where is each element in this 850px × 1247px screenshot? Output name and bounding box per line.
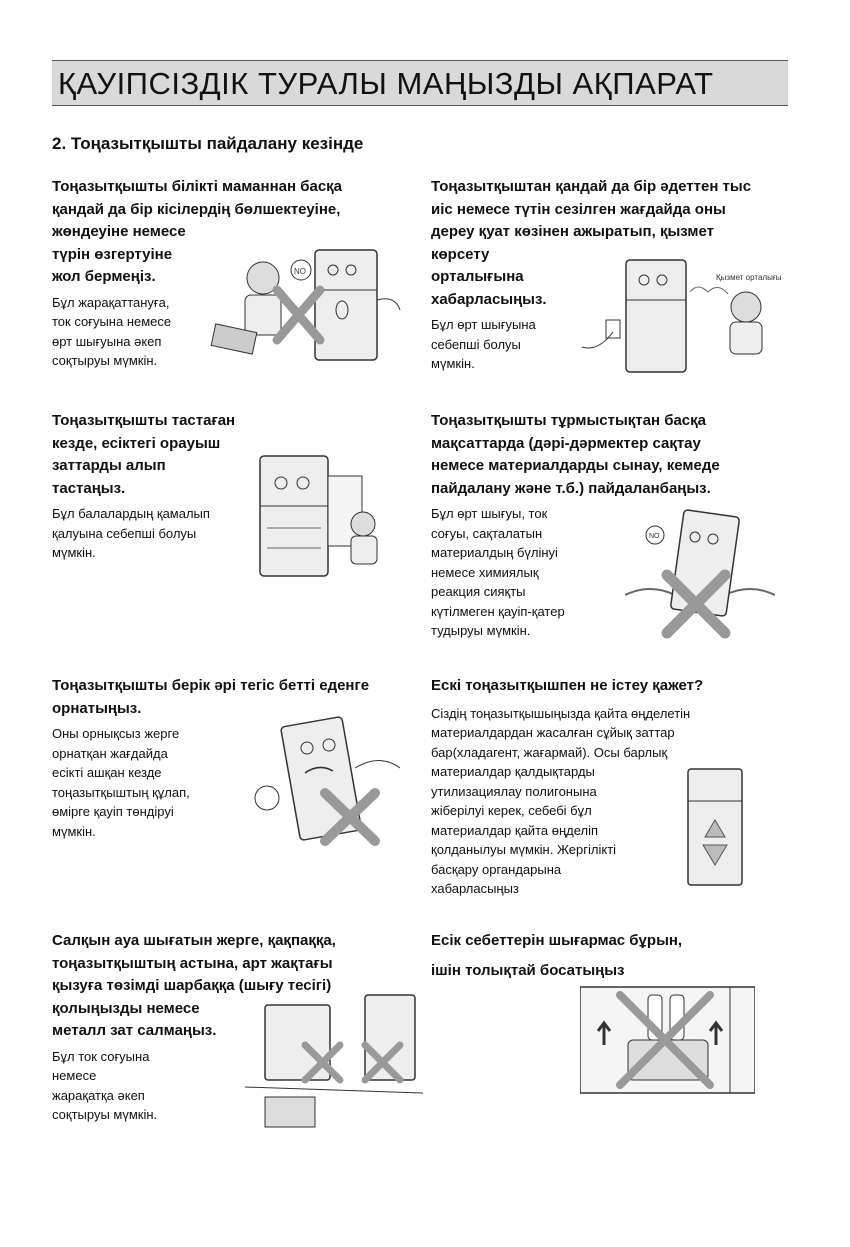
body-line: соқтыруы мүмкін. [52, 1107, 158, 1122]
body-line: басқару органдарына [431, 861, 562, 877]
info-block-door-baskets [431, 926, 771, 986]
block-body [431, 504, 621, 641]
block-title-line: Тоңазытқышты білікті маманнан басқа [52, 178, 343, 195]
illustration-door-basket [580, 985, 755, 1095]
page-header [52, 60, 788, 106]
block-body [52, 293, 212, 371]
body-line: материалдар қайта өңделіп [431, 822, 599, 838]
block-title-line: металл зат салмаңыз. [52, 1022, 217, 1039]
body-line: Бұл жарақаттануға, [52, 294, 170, 310]
body-line: күтілмеген қауіп-қатер [431, 603, 565, 619]
block-title-line: дереу қуат көзінен ажыратып, қызмет [431, 223, 714, 240]
body-line: хабарласыңыз [431, 881, 519, 896]
block-title-line: түрін өзгертуіне [52, 245, 173, 263]
body-line: тудыруы мүмкін. [431, 623, 531, 638]
block-title-line: мақсаттарда (дәрі-дәрмектер сақтау [431, 434, 701, 452]
block-title-line: пайдалану және т.б.) пайдаланбаңыз. [431, 479, 711, 497]
block-title-line: Тоңазытқыштан қандай да бір әдеттен тыс [431, 178, 752, 195]
illustration-child-trapped [255, 448, 390, 583]
block-title-line: хабарласыңыз. [431, 290, 547, 308]
body-line: себепші болуы [431, 336, 521, 352]
block-title-line: Тоңазытқышты тұрмыстықтан басқа [431, 412, 707, 429]
body-line: соқтыруы мүмкін. [52, 353, 158, 368]
body-line: орнатқан жағдайда [52, 745, 168, 761]
illustration-ship-use [625, 505, 775, 640]
illustration-recycle-fridge [685, 765, 745, 890]
body-line: өмірге қауіп төндіруі [52, 804, 174, 819]
body-line: немесе [52, 1068, 97, 1083]
block-title-line: қызуға төзімді шарбаққа (шығу тесігі) [52, 977, 332, 994]
block-title-line: жол бермеңіз. [52, 268, 156, 285]
body-line: Бұл ток соғуына [52, 1048, 150, 1064]
body-line: соғуы, сақталатын [431, 525, 543, 541]
body-line: жіберілуі керек, себебі бұл [431, 803, 592, 818]
illustration-falling-fridge [245, 713, 405, 848]
svg-text:NO: NO [649, 533, 660, 540]
block-title-line: Тоңазытқышты берік әрі тегіс бетті еденге [52, 677, 370, 694]
body-line: қалуына себепші болуы [52, 525, 197, 541]
block-body [431, 315, 571, 374]
block-body [52, 724, 232, 841]
block-title-line: орталығына [431, 268, 524, 285]
block-title-line: қолыңызды немесе [52, 999, 200, 1017]
block-title-line: Салқын ауа шығатын жерге, қақпаққа, [52, 932, 336, 949]
block-body [52, 504, 252, 563]
block-title-line: Тоңазытқышты тастаған [52, 412, 236, 429]
body-line: Оны орнықсыз жерге [52, 726, 180, 741]
block-title-line: ішін толықтай босатыңыз [431, 962, 625, 979]
body-line: есікті ашқан кезде [52, 765, 162, 780]
block-title-line: Есік себеттерін шығармас бұрын, [431, 932, 683, 949]
body-line: Бұл балалардың қамалып [52, 506, 210, 521]
block-body [52, 1047, 212, 1125]
body-line: бар(хладагент, жағармай). Осы барлық [431, 744, 668, 760]
warning-block-disposal [52, 410, 252, 563]
section-title: 2. Тоңазытқышты пайдалану кезінде [52, 134, 364, 153]
body-line: немесе химиялық [431, 564, 539, 580]
block-title-line: Ескі тоңазытқышпен не істеу қажет? [431, 677, 704, 694]
block-title-line: иіс немесе түтін сезілген жағдайда оны [431, 200, 726, 218]
body-line: мүмкін. [431, 356, 475, 371]
illustration-disassembly [205, 240, 405, 370]
block-title-line: жөндеуіне немесе [52, 223, 186, 240]
body-line: материалдар қалдықтарды [431, 764, 595, 779]
body-line: реакция сияқты [431, 584, 526, 599]
body-line: Сіздің тоңазытқышыңызда қайта өңделетін [431, 705, 691, 721]
illustration-service-center [578, 252, 788, 377]
service-center-label: Қызмет орталығы [716, 273, 782, 282]
block-title-line: тастаңыз. [52, 479, 126, 497]
block-title-line: тоңазытқыштың астына, арт жақтағы [52, 954, 333, 972]
svg-text:NO: NO [294, 267, 306, 276]
block-title-line: заттарды алып [52, 457, 166, 474]
body-line: Бұл өрт шығуына [431, 317, 536, 332]
block-title-line: кезде, есіктегі орауыш [52, 434, 221, 452]
body-line: материалдың бүлінуі [431, 545, 558, 560]
body-line: ток соғуына немесе [52, 314, 172, 329]
block-title-line: немесе материалдарды сынау, кемеде [431, 457, 720, 474]
body-line: мүмкін. [52, 823, 96, 839]
block-title-line: қандай да бір кісілердің бөлшектеуіне, [52, 200, 341, 218]
body-line: утилизациялау полигонына [431, 783, 597, 799]
body-line: қолданылуы мүмкін. Жергілікті [431, 842, 617, 857]
body-line: мүмкін. [52, 545, 96, 560]
body-line: материалдардан жасалған сұйық заттар [431, 725, 675, 740]
page-title: ҚАУІПСІЗДІК ТУРАЛЫ МАҢЫЗДЫ АҚПАРАТ [58, 66, 714, 101]
body-line: өрт шығуына әкеп [52, 333, 162, 349]
body-line: Бұл өрт шығуы, ток [431, 506, 548, 521]
body-line: жарақатқа әкеп [52, 1087, 145, 1103]
block-title-line: орнатыңыз. [52, 699, 142, 717]
block-title-line: көрсету [431, 245, 490, 263]
body-line: тоңазытқыштың құлап, [52, 784, 190, 800]
illustration-vent-hands [245, 985, 425, 1130]
